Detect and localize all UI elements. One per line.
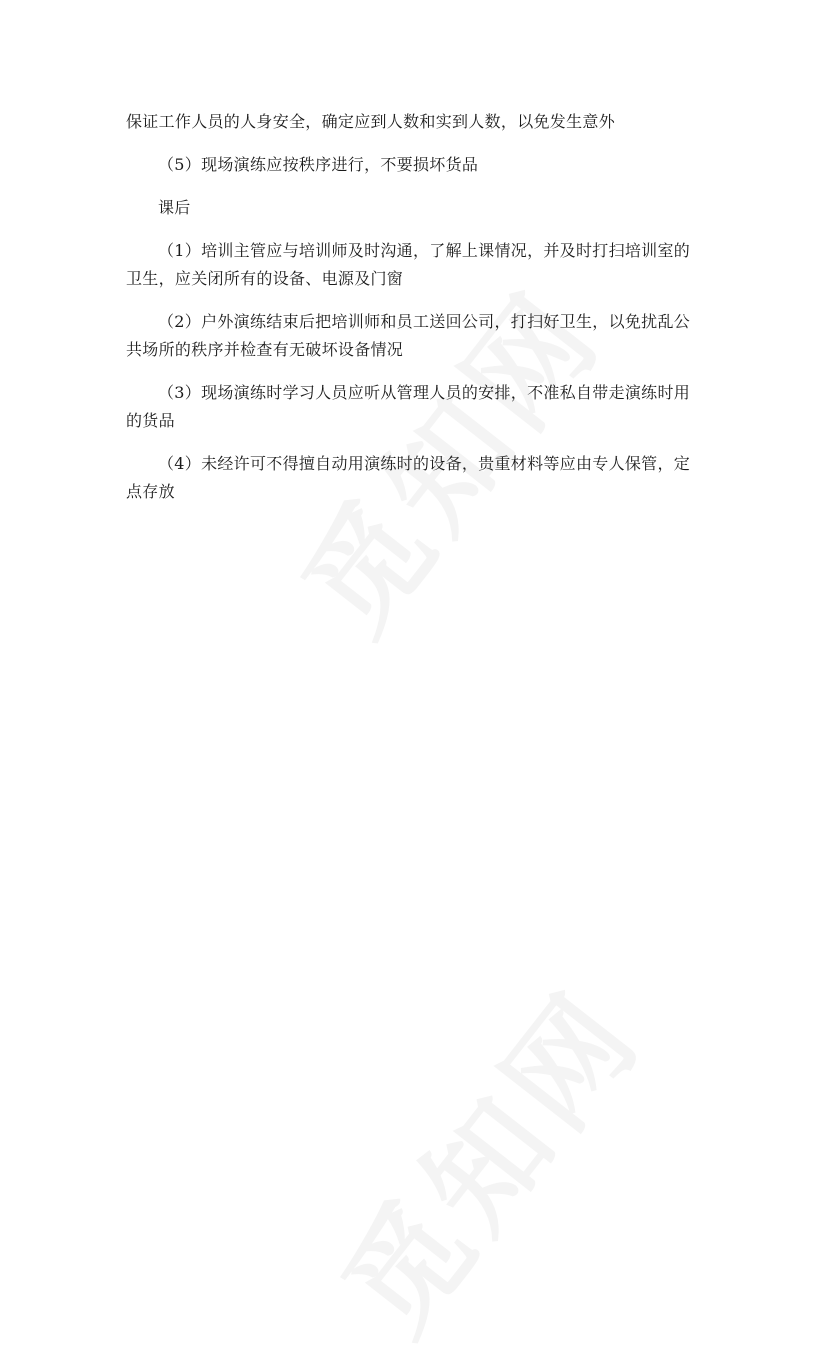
text-line: （5）现场演练应按秩序进行，不要损坏货品 <box>158 155 479 174</box>
paragraph-item-1 <box>126 237 710 293</box>
text-line: 课后 <box>158 198 191 217</box>
text-line: 共场所的秩序并检查有无破坏设备情况 <box>126 340 404 359</box>
text-line: 卫生，应关闭所有的设备、电源及门窗 <box>126 269 404 288</box>
paragraph-continuation <box>126 108 710 136</box>
text-line: （2）户外演练结束后把培训师和员工送回公司，打扫好卫生，以免扰乱公 <box>158 312 691 331</box>
paragraph-item-4 <box>126 450 710 506</box>
text-line: （4）未经许可不得擅自动用演练时的设备，贵重材料等应由专人保管，定 <box>158 454 691 473</box>
text-line: （3）现场演练时学习人员应听从管理人员的安排，不准私自带走演练时用 <box>158 383 691 402</box>
text-line: 保证工作人员的人身安全，确定应到人数和实到人数，以免发生意外 <box>126 112 616 131</box>
paragraph-item-2 <box>126 308 710 364</box>
document-body <box>126 108 710 521</box>
paragraph-item-5 <box>126 151 710 179</box>
text-line: （1）培训主管应与培训师及时沟通，了解上课情况，并及时打扫培训室的 <box>158 241 691 260</box>
text-line: 的货品 <box>126 411 175 430</box>
text-line: 点存放 <box>126 482 175 501</box>
paragraph-item-3 <box>126 379 710 435</box>
section-heading-after-class <box>126 194 710 222</box>
watermark <box>297 949 673 1362</box>
